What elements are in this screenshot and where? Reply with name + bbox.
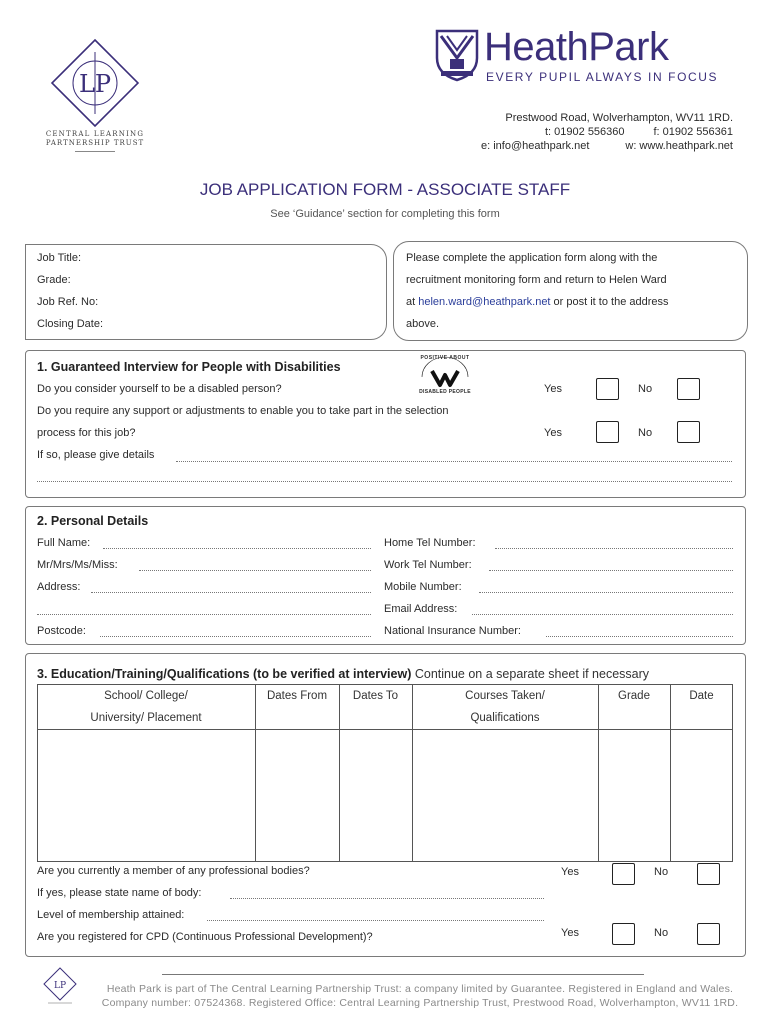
svg-text:LP: LP xyxy=(78,70,112,98)
support-yes-checkbox[interactable] xyxy=(596,421,619,443)
col-dates-from: Dates From xyxy=(266,690,328,702)
address-label: Address: xyxy=(37,581,81,593)
col-grade: Grade xyxy=(618,690,650,702)
page-subtitle: See ‘Guidance’ section for completing this form xyxy=(270,208,500,220)
member-no-label: No xyxy=(654,866,669,878)
job-ref-label: Job Ref. No: xyxy=(37,296,99,308)
education-table[interactable] xyxy=(37,684,733,862)
support-yes-label: Yes xyxy=(544,427,562,439)
instructions-line3-prefix: at xyxy=(406,296,419,308)
col-date: Date xyxy=(689,690,714,702)
col-courses-line1: Courses Taken/ xyxy=(465,690,545,702)
col-dates-to: Dates To xyxy=(352,690,399,702)
footer-line1: Heath Park is part of The Central Learning Partnership Trust: a company limited by Guarantee. Registered in England and Wales. xyxy=(106,983,734,995)
school-tagline: EVERY PUPIL ALWAYS IN FOCUS xyxy=(486,70,719,84)
instructions-line1: Please complete the application form along with the xyxy=(406,252,658,264)
title-field[interactable] xyxy=(139,570,371,571)
support-no-checkbox[interactable] xyxy=(677,421,700,443)
section1-heading: 1. Guaranteed Interview for People with Disabilities xyxy=(37,360,341,374)
support-no-label: No xyxy=(638,427,653,439)
member-yes-label: Yes xyxy=(561,866,579,878)
membership-level-field[interactable] xyxy=(207,920,544,921)
disabled-yes-checkbox[interactable] xyxy=(596,378,619,400)
postcode-field[interactable] xyxy=(100,636,371,637)
instructions-line3 xyxy=(406,296,669,308)
disabled-no-label: No xyxy=(638,383,653,395)
section3-heading-note: Continue on a separate sheet if necessary xyxy=(411,667,650,681)
col-school-line2: University/ Placement xyxy=(90,712,202,724)
address-field-line2[interactable] xyxy=(37,614,371,615)
details-label: If so, please give details xyxy=(37,449,155,461)
badge-bottom-text: DISABLED PEOPLE xyxy=(419,389,471,395)
cpd-question: Are you registered for CPD (Continuous Professional Development)? xyxy=(37,931,373,943)
membership-level-label: Level of membership attained: xyxy=(37,909,185,921)
clpt-line2: PARTNERSHIP TRUST xyxy=(45,139,145,147)
details-field-line2[interactable] xyxy=(37,481,732,482)
member-yes-checkbox[interactable] xyxy=(612,863,635,885)
home-tel-field[interactable] xyxy=(495,548,733,549)
cpd-no-checkbox[interactable] xyxy=(697,923,720,945)
work-tel-label: Work Tel Number: xyxy=(384,559,472,571)
instructions-line4: above. xyxy=(406,318,440,330)
mobile-field[interactable] xyxy=(479,592,733,593)
contact-address: Prestwood Road, Wolverhampton, WV11 1RD. xyxy=(505,112,733,124)
mobile-label: Mobile Number: xyxy=(384,581,462,593)
svg-text:LP: LP xyxy=(53,981,67,991)
page-title: JOB APPLICATION FORM - ASSOCIATE STAFF xyxy=(199,180,571,199)
email-field[interactable] xyxy=(472,614,733,615)
address-field-line1[interactable] xyxy=(91,592,371,593)
ni-number-label: National Insurance Number: xyxy=(384,625,521,637)
support-question-line1: Do you require any support or adjustments to enable you to take part in the selection xyxy=(37,405,449,417)
clpt-logo xyxy=(40,38,150,153)
positive-about-disabled-people-badge xyxy=(414,355,476,397)
section2-heading: 2. Personal Details xyxy=(37,514,149,528)
email-label: Email Address: xyxy=(384,603,458,615)
cpd-no-label: No xyxy=(654,927,669,939)
body-name-field[interactable] xyxy=(230,898,544,899)
badge-top-text: POSITIVE ABOUT xyxy=(420,355,470,361)
postcode-label: Postcode: xyxy=(37,625,86,637)
disabled-no-checkbox[interactable] xyxy=(677,378,700,400)
school-crest-icon xyxy=(433,28,481,82)
ni-number-field[interactable] xyxy=(546,636,733,637)
closing-date-label: Closing Date: xyxy=(37,318,104,330)
job-title-label: Job Title: xyxy=(37,252,82,264)
school-name: HeathPark xyxy=(484,25,669,69)
contact-email: e: info@heathpark.net xyxy=(481,140,590,152)
work-tel-field[interactable] xyxy=(489,570,733,571)
col-school-line1: School/ College/ xyxy=(104,690,188,702)
cpd-yes-checkbox[interactable] xyxy=(612,923,635,945)
clpt-diamond-icon xyxy=(40,38,150,130)
full-name-label: Full Name: xyxy=(37,537,91,549)
heathpark-logo xyxy=(433,25,738,86)
instructions-line3-suffix: or post it to the address xyxy=(550,296,669,308)
home-tel-label: Home Tel Number: xyxy=(384,537,476,549)
section3-heading xyxy=(37,667,649,681)
member-no-checkbox[interactable] xyxy=(697,863,720,885)
contact-email-link[interactable]: helen.ward@heathpark.net xyxy=(418,296,551,308)
support-question-line2: process for this job? xyxy=(37,427,136,439)
grade-label: Grade: xyxy=(37,274,71,286)
instructions-line2: recruitment monitoring form and return to Helen Ward xyxy=(406,274,667,286)
footer-clpt-logo xyxy=(40,966,80,1006)
member-question: Are you currently a member of any professional bodies? xyxy=(37,865,310,877)
title-label: Mr/Mrs/Ms/Miss: xyxy=(37,559,118,571)
disabled-question: Do you consider yourself to be a disabled person? xyxy=(37,383,282,395)
details-field-line1[interactable] xyxy=(176,461,732,462)
full-name-field[interactable] xyxy=(103,548,371,549)
footer-clpt-icon xyxy=(40,966,80,1006)
contact-web: w: www.heathpark.net xyxy=(625,140,733,152)
clpt-line1: CENTRAL LEARNING xyxy=(45,130,145,138)
contact-phone: t: 01902 556360 xyxy=(545,126,625,138)
body-name-label: If yes, please state name of body: xyxy=(37,887,202,899)
section3-heading-main: 3. Education/Training/Qualifications (to be verified at interview) xyxy=(37,667,412,681)
disabled-yes-label: Yes xyxy=(544,383,562,395)
contact-fax: f: 01902 556361 xyxy=(653,126,733,138)
col-courses-line2: Qualifications xyxy=(470,712,540,724)
cpd-yes-label: Yes xyxy=(561,927,579,939)
footer-line2: Company number: 07524368. Registered Office: Central Learning Partnership Trust, Prestwood Road, Wolverhampton, WV11 1RD. xyxy=(101,997,739,1009)
